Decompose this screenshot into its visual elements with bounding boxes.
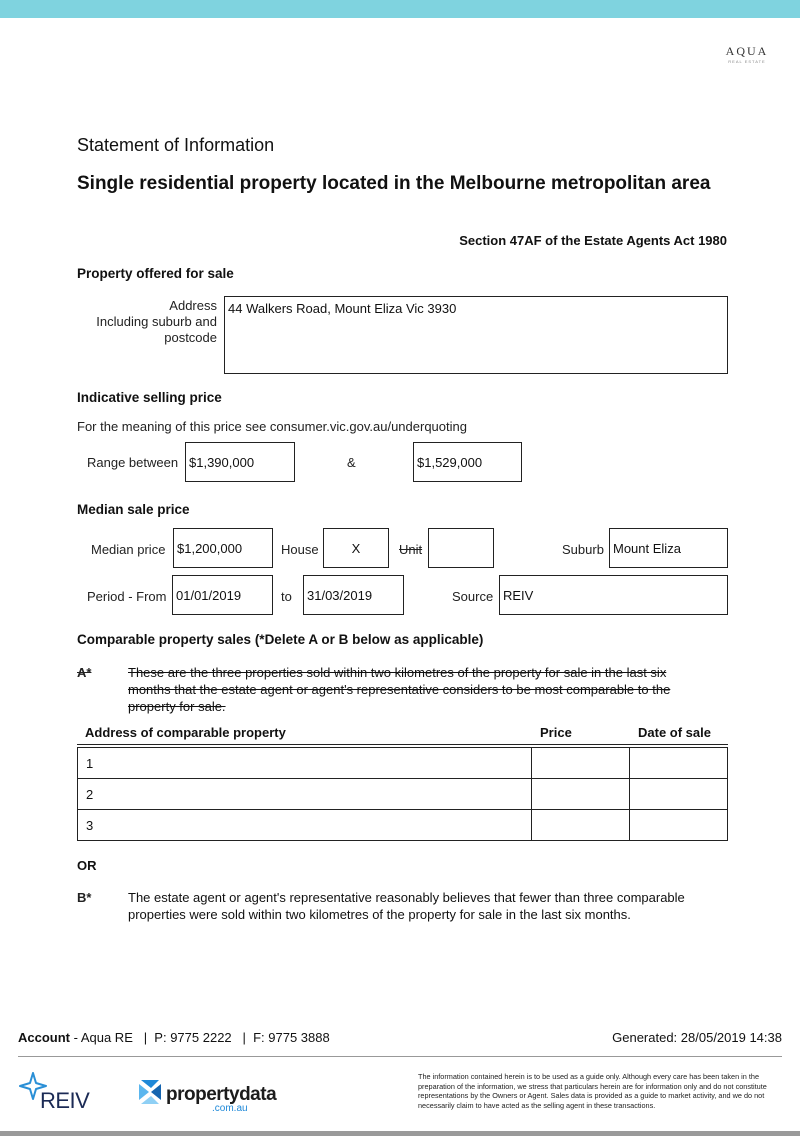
- row-number: 2: [86, 786, 94, 802]
- reiv-logo: REIV: [40, 1088, 90, 1113]
- row-number: 3: [86, 817, 94, 833]
- address-field[interactable]: 44 Walkers Road, Mount Eliza Vic 3930: [224, 296, 728, 374]
- table-row: [78, 748, 728, 779]
- address-label: [80, 298, 217, 346]
- comparable-table: [77, 747, 728, 841]
- propertydata-domain: .com.au: [212, 1103, 248, 1114]
- col-header-date: Date of sale: [638, 725, 711, 740]
- table-row: [78, 810, 728, 841]
- col-header-address: Address of comparable property: [85, 725, 286, 740]
- row-number: 1: [86, 755, 94, 771]
- col-header-price: Price: [540, 725, 572, 740]
- period-label: Period - From: [87, 589, 167, 604]
- price-high-field[interactable]: $1,529,000: [413, 442, 522, 482]
- unit-label: Unit: [399, 542, 423, 557]
- suburb-field[interactable]: Mount Eliza: [609, 528, 728, 568]
- page-title: Single residential property located in the Melbourne metropolitan area: [77, 173, 711, 194]
- option-b-line-2: properties were sold within two kilometres of the property for sale in the last six months.: [128, 907, 631, 922]
- source-field[interactable]: REIV: [499, 575, 728, 615]
- period-from-field[interactable]: 01/01/2019: [172, 575, 273, 615]
- price-low-field[interactable]: $1,390,000: [185, 442, 295, 482]
- table-header-rule: [77, 744, 728, 745]
- generated-timestamp: Generated: 28/05/2019 14:38: [612, 1030, 782, 1045]
- option-a-line-1: These are the three properties sold within two kilometres of the property for sale in the last six: [128, 665, 667, 680]
- footer-divider: [18, 1056, 782, 1057]
- comparable-heading: Comparable property sales (*Delete A or B below as applicable): [77, 632, 484, 647]
- account-details: - Aqua RE | P: 9775 2222 | F: 9775 3888: [70, 1030, 330, 1045]
- unit-field[interactable]: [428, 528, 494, 568]
- property-heading: Property offered for sale: [77, 266, 234, 281]
- address-label-line-1: Address: [169, 298, 217, 313]
- median-price-field[interactable]: $1,200,000: [173, 528, 273, 568]
- address-label-line-2: Including suburb and: [96, 314, 217, 329]
- house-label: House: [281, 542, 319, 557]
- comparable-price-cell[interactable]: [532, 779, 630, 810]
- comparable-address-cell[interactable]: [78, 779, 532, 810]
- comparable-address-cell[interactable]: [78, 748, 532, 779]
- top-accent-bar: [0, 0, 800, 18]
- option-b-line-1: The estate agent or agent's representative reasonably believes that fewer than three comparable: [128, 890, 685, 905]
- disclaimer-text: The information contained herein is to be used as a guide only. Although every care has been taken in the preparation of the information, we stress that particulars herein are for information only and do not constitute representations by the Owners or Agent. Sales data is provided as a guide to market activity, and we do not necessarily claim to have acted as the selling agent in these transactions.: [418, 1072, 767, 1110]
- address-label-line-3: postcode: [164, 330, 217, 345]
- median-heading: Median sale price: [77, 502, 190, 517]
- median-price-label: Median price: [91, 542, 166, 557]
- comparable-price-cell[interactable]: [532, 810, 630, 841]
- or-separator: OR: [77, 858, 97, 873]
- account-label: Account: [18, 1030, 70, 1045]
- option-a-text: [128, 664, 738, 715]
- comparable-date-cell[interactable]: [630, 810, 728, 841]
- indicative-heading: Indicative selling price: [77, 390, 222, 405]
- period-to-label: to: [281, 589, 292, 604]
- section-reference: Section 47AF of the Estate Agents Act 1980: [459, 233, 727, 248]
- source-label: Source: [452, 589, 494, 604]
- statement-heading: Statement of Information: [77, 135, 275, 155]
- aqua-logo: AQUA: [725, 44, 769, 58]
- suburb-label: Suburb: [562, 542, 604, 557]
- bottom-bar: [0, 1131, 800, 1136]
- comparable-date-cell[interactable]: [630, 748, 728, 779]
- house-field[interactable]: X: [323, 528, 389, 568]
- comparable-price-cell[interactable]: [532, 748, 630, 779]
- option-a-line-2: months that the estate agent or agent's representative considers to be most comparable to the: [128, 682, 671, 697]
- comparable-address-cell[interactable]: [78, 810, 532, 841]
- option-a-line-3: property for sale.: [128, 699, 226, 714]
- propertydata-logo-icon: [137, 1078, 163, 1106]
- account-info: [18, 1030, 330, 1045]
- underquoting-note: For the meaning of this price see consumer.vic.gov.au/underquoting: [77, 419, 467, 434]
- range-label: Range between: [87, 455, 179, 470]
- range-ampersand: &: [347, 455, 356, 470]
- aqua-logo-sub: REAL ESTATE: [728, 59, 766, 64]
- period-to-field[interactable]: 31/03/2019: [303, 575, 404, 615]
- option-a-label: A*: [77, 665, 92, 680]
- option-b-text: [128, 889, 738, 923]
- table-row: [78, 779, 728, 810]
- option-b-label: B*: [77, 890, 92, 905]
- propertydata-logo: propertydata: [166, 1084, 277, 1105]
- comparable-date-cell[interactable]: [630, 779, 728, 810]
